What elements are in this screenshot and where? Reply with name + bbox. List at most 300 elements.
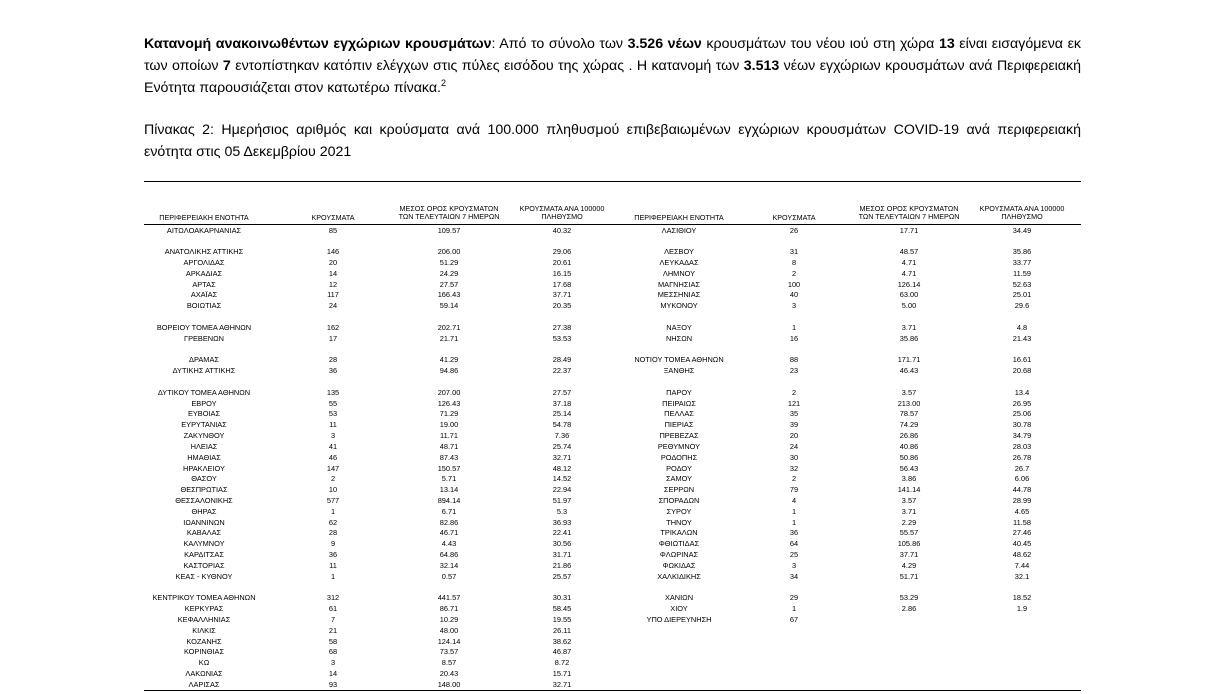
cell-avg-7d: 3.71 <box>901 506 917 516</box>
cell-cases: 41 <box>328 441 338 451</box>
cell-cases: 16 <box>789 333 799 343</box>
cell-avg-7d: 40.86 <box>899 441 919 451</box>
cell-unit-name: ΜΥΚΟΝΟΥ <box>660 301 698 311</box>
cell-avg-7d: 10.29 <box>439 615 459 625</box>
cell-per-100k: 37.71 <box>552 290 572 300</box>
cell-avg-7d: 20.43 <box>439 669 459 679</box>
cell-avg-7d: 126.43 <box>437 398 461 408</box>
cell-cases: 26 <box>789 225 799 235</box>
cell-unit-name: ΑΡΤΑΣ <box>192 279 216 289</box>
cell-unit-name: ΒΟΙΩΤΙΑΣ <box>186 301 222 311</box>
cell-cases: 79 <box>789 485 799 495</box>
table-top-rule <box>144 181 1081 182</box>
cell-avg-7d: 35.86 <box>899 333 919 343</box>
cell-cases: 2 <box>791 474 797 484</box>
cell-avg-7d: 56.43 <box>899 463 919 473</box>
cell-unit-name: ΦΛΩΡΙΝΑΣ <box>659 550 699 560</box>
cell-avg-7d: 46.71 <box>439 528 459 538</box>
header-avg-left-line2: ΤΩΝ ΤΕΛΕΥΤΑΙΩΝ 7 ΗΜΕΡΩΝ <box>398 212 500 221</box>
cell-unit-name: ΗΡΑΚΛΕΙΟΥ <box>183 463 225 473</box>
cell-cases: 100 <box>787 279 801 289</box>
cell-avg-7d: 441.57 <box>437 593 461 603</box>
cell-cases: 17 <box>328 333 338 343</box>
cell-cases: 162 <box>326 322 340 332</box>
cell-avg-7d: 4.29 <box>901 560 917 570</box>
cell-unit-name: ΛΗΜΝΟΥ <box>662 268 696 278</box>
cell-avg-7d: 3.57 <box>901 496 917 505</box>
cell-unit-name: ΚΑΒΑΛΑΣ <box>186 528 222 538</box>
cell-cases: 121 <box>787 398 801 408</box>
cell-cases: 8 <box>791 257 797 267</box>
cell-unit-name: ΣΕΡΡΩΝ <box>663 485 695 495</box>
cell-cases: 7 <box>330 615 336 625</box>
cell-unit-name: ΛΕΥΚΑΔΑΣ <box>659 257 699 267</box>
cell-per-100k: 25.14 <box>552 409 572 419</box>
cell-per-100k: 29.06 <box>552 247 572 257</box>
cell-avg-7d: 27.57 <box>439 279 459 289</box>
table-caption: Πίνακας 2: Ημερήσιος αριθμός και κρούσματα ανά 100.000 πληθυσμού επιβεβαιωμένων εγχώριων κρουσμάτων COVID-19 ανά περιφερειακή ενότητα στις 05 Δεκεμβρίου 2021 <box>144 122 1081 160</box>
cell-per-100k: 11.58 <box>1013 517 1031 527</box>
cell-per-100k: 1.9 <box>1016 604 1028 614</box>
cell-cases: 21 <box>328 625 338 635</box>
cell-per-100k: 20.68 <box>1012 366 1032 376</box>
cell-unit-name: ΑΝΑΤΟΛΙΚΗΣ ΑΤΤΙΚΗΣ <box>164 247 244 257</box>
cell-per-100k: 27.38 <box>552 322 572 332</box>
cell-per-100k: 30.78 <box>1012 420 1032 430</box>
cell-unit-name: ΖΑΚΥΝΘΟΥ <box>183 431 225 441</box>
cell-per-100k: 5.3 <box>556 506 568 516</box>
cell-unit-name: ΜΕΣΣΗΝΙΑΣ <box>657 290 701 300</box>
cell-cases: 14 <box>328 268 338 278</box>
cell-avg-7d: 148.00 <box>437 679 461 689</box>
cell-cases: 135 <box>326 387 340 397</box>
cell-avg-7d: 206.00 <box>437 247 461 257</box>
cell-avg-7d: 64.86 <box>439 550 459 560</box>
cell-unit-name: ΚΕΝΤΡΙΚΟΥ ΤΟΜΕΑ ΑΘΗΝΩΝ <box>152 593 256 603</box>
cell-cases: 577 <box>326 496 340 505</box>
cell-per-100k: 22.37 <box>552 366 572 376</box>
cell-per-100k: 51.97 <box>552 496 572 505</box>
cell-avg-7d: 202.71 <box>437 322 461 332</box>
cell-cases: 3 <box>330 658 336 668</box>
cell-avg-7d: 13.14 <box>439 485 459 495</box>
cell-per-100k: 48.62 <box>1012 550 1032 560</box>
cell-cases: 117 <box>327 290 339 300</box>
cell-per-100k: 20.61 <box>552 257 572 267</box>
cell-per-100k: 58.45 <box>552 604 572 614</box>
header-avg-right-line1: ΜΕΣΟΣ ΟΡΟΣ ΚΡΟΥΣΜΑΤΩΝ <box>859 204 959 213</box>
cell-unit-name: ΤΗΝΟΥ <box>666 517 692 527</box>
cell-cases: 29 <box>789 593 799 603</box>
cell-per-100k: 38.62 <box>552 636 572 646</box>
cell-per-100k: 40.45 <box>1012 539 1032 549</box>
cell-cases: 24 <box>328 301 338 311</box>
cell-avg-7d: 63.00 <box>899 290 919 300</box>
cell-per-100k: 26.95 <box>1012 398 1032 408</box>
cell-avg-7d: 2.29 <box>901 517 917 527</box>
cell-avg-7d: 109.57 <box>437 225 461 235</box>
cell-avg-7d: 37.71 <box>899 550 919 560</box>
cell-avg-7d: 48.57 <box>899 247 919 257</box>
cell-per-100k: 26.11 <box>553 625 571 635</box>
header-per100k-right-line1: ΚΡΟΥΣΜΑΤΑ ΑΝΑ 100000 <box>979 204 1065 213</box>
cell-per-100k: 32.71 <box>552 679 572 689</box>
cell-unit-name: ΡΕΘΥΜΝΟΥ <box>657 441 701 451</box>
cell-unit-name: ΚΕΦΑΛΛΗΝΙΑΣ <box>177 615 231 625</box>
intro-lead: Κατανομή ανακοινωθέντων εγχώριων κρουσμάτων <box>144 36 492 52</box>
header-cases-right: ΚΡΟΥΣΜΑΤΑ <box>772 213 816 222</box>
cell-per-100k: 21.86 <box>552 560 572 570</box>
intro-text-2: κρουσμάτων του νέου ιού στη χώρα <box>701 36 939 52</box>
cell-unit-name: ΕΥΡΥΤΑΝΙΑΣ <box>181 420 227 430</box>
cell-unit-name: ΒΟΡΕΙΟΥ ΤΟΜΕΑ ΑΘΗΝΩΝ <box>156 322 252 332</box>
footnote-marker: 2 <box>441 78 447 88</box>
cell-cases: 61 <box>328 604 338 614</box>
cell-unit-name: ΣΠΟΡΑΔΩΝ <box>658 496 700 505</box>
cell-cases: 30 <box>789 452 799 462</box>
cell-avg-7d: 3.86 <box>901 474 917 484</box>
intro-domestic-cases: 3.513 <box>743 58 780 74</box>
cell-per-100k: 19.55 <box>552 615 572 625</box>
cell-unit-name: ΧΑΛΚΙΔΙΚΗΣ <box>657 571 701 581</box>
cell-unit-name: ΕΒΡΟΥ <box>191 398 217 408</box>
cell-cases: 68 <box>328 647 338 657</box>
intro-text-3: είναι εισαγόμενα εκ των οποίων <box>144 36 1081 74</box>
cell-avg-7d: 2.86 <box>901 604 917 614</box>
cell-unit-name: ΧΙΟΥ <box>670 604 688 614</box>
cell-cases: 36 <box>328 366 338 376</box>
cell-per-100k: 18.52 <box>1012 593 1032 603</box>
cell-unit-name: ΣΑΜΟΥ <box>665 474 693 484</box>
cell-cases: 3 <box>330 431 336 441</box>
cell-avg-7d: 894.14 <box>437 496 461 505</box>
cell-avg-7d: 50.86 <box>899 452 919 462</box>
cell-avg-7d: 3.57 <box>901 387 917 397</box>
cell-avg-7d: 150.57 <box>437 463 461 473</box>
cell-avg-7d: 5.00 <box>901 301 917 311</box>
cell-avg-7d: 86.71 <box>439 604 459 614</box>
cell-cases: 36 <box>789 528 799 538</box>
cell-unit-name: ΛΑΚΩΝΙΑΣ <box>185 669 223 679</box>
cell-per-100k: 31.71 <box>552 550 572 560</box>
cell-avg-7d: 74.29 <box>899 420 919 430</box>
cell-avg-7d: 207.00 <box>437 387 461 397</box>
cell-cases: 20 <box>328 257 338 267</box>
cell-avg-7d: 6.71 <box>441 506 457 516</box>
cell-per-100k: 32.1 <box>1014 571 1030 581</box>
cell-per-100k: 48.12 <box>552 463 572 473</box>
cell-per-100k: 25.57 <box>552 571 572 581</box>
cell-cases: 58 <box>328 636 338 646</box>
cell-cases: 28 <box>328 528 338 538</box>
cell-avg-7d: 78.57 <box>899 409 919 419</box>
cell-per-100k: 4.8 <box>1016 322 1028 332</box>
cell-unit-name: ΗΜΑΘΙΑΣ <box>187 452 221 462</box>
cell-unit-name: ΘΕΣΣΑΛΟΝΙΚΗΣ <box>175 496 233 505</box>
cell-avg-7d: 51.29 <box>439 257 459 267</box>
cell-unit-name: ΚΟΡΙΝΘΙΑΣ <box>183 647 225 657</box>
header-per100k-left-line1: ΚΡΟΥΣΜΑΤΑ ΑΝΑ 100000 <box>519 204 605 213</box>
cell-per-100k: 27.46 <box>1012 528 1032 538</box>
cell-per-100k: 20.35 <box>552 301 572 311</box>
cell-unit-name: ΚΕΑΣ - ΚΥΘΝΟΥ <box>175 571 233 581</box>
cell-cases: 1 <box>791 506 797 516</box>
cell-cases: 12 <box>328 279 338 289</box>
cell-avg-7d: 53.29 <box>899 593 919 603</box>
cell-cases: 1 <box>330 571 336 581</box>
cell-per-100k: 6.06 <box>1014 474 1030 484</box>
cell-avg-7d: 105.86 <box>897 539 921 549</box>
cell-unit-name: ΧΑΝΙΩΝ <box>664 593 694 603</box>
cell-avg-7d: 32.14 <box>439 560 459 570</box>
cell-per-100k: 29.6 <box>1014 301 1030 311</box>
cell-unit-name: ΜΑΓΝΗΣΙΑΣ <box>658 279 700 289</box>
cell-cases: 14 <box>328 669 338 679</box>
cell-unit-name: ΚΑΣΤΟΡΙΑΣ <box>183 560 225 570</box>
cell-cases: 93 <box>328 679 338 689</box>
cell-per-100k: 26.7 <box>1014 463 1030 473</box>
cell-cases: 28 <box>328 355 338 365</box>
cell-per-100k: 30.31 <box>552 593 572 603</box>
cell-avg-7d: 21.71 <box>439 333 459 343</box>
cell-unit-name: ΚΑΡΔΙΤΣΑΣ <box>184 550 224 560</box>
cell-avg-7d: 213.00 <box>897 398 921 408</box>
cell-per-100k: 11.59 <box>1013 268 1031 278</box>
cell-per-100k: 21.43 <box>1012 333 1032 343</box>
intro-paragraph <box>144 33 1081 99</box>
header-unit-right: ΠΕΡΙΦΕΡΕΙΑΚΗ ΕΝΟΤΗΤΑ <box>634 213 724 222</box>
cell-avg-7d: 82.86 <box>439 517 459 527</box>
cell-unit-name: ΛΕΣΒΟΥ <box>664 247 694 257</box>
cell-cases: 1 <box>791 322 797 332</box>
cell-avg-7d: 17.71 <box>899 225 919 235</box>
cell-unit-name: ΚΟΖΑΝΗΣ <box>186 636 222 646</box>
cell-avg-7d: 19.00 <box>439 420 459 430</box>
cell-cases: 40 <box>789 290 799 300</box>
cell-cases: 53 <box>328 409 338 419</box>
cell-per-100k: 27.57 <box>552 387 572 397</box>
cell-avg-7d: 3.71 <box>901 322 917 332</box>
cell-unit-name: ΚΕΡΚΥΡΑΣ <box>184 604 224 614</box>
cell-avg-7d: 4.71 <box>901 257 917 267</box>
cell-unit-name: ΔΥΤΙΚΟΥ ΤΟΜΕΑ ΑΘΗΝΩΝ <box>157 387 251 397</box>
cell-avg-7d: 55.57 <box>899 528 919 538</box>
cell-cases: 64 <box>789 539 799 549</box>
cell-per-100k: 7.36 <box>554 431 570 441</box>
cell-per-100k: 34.79 <box>1012 431 1032 441</box>
cell-avg-7d: 4.71 <box>901 268 917 278</box>
cell-avg-7d: 126.14 <box>897 279 921 289</box>
cell-unit-name: ΦΩΚΙΔΑΣ <box>662 560 696 570</box>
cell-unit-name: ΘΑΣΟΥ <box>191 474 217 484</box>
cell-unit-name: ΦΘΙΩΤΙΔΑΣ <box>658 539 700 549</box>
cell-cases: 88 <box>789 355 799 365</box>
cell-unit-name: ΘΕΣΠΡΩΤΙΑΣ <box>180 485 228 495</box>
cell-avg-7d: 4.43 <box>441 539 457 549</box>
cell-cases: 1 <box>791 604 797 614</box>
cell-unit-name: ΠΕΛΛΑΣ <box>664 409 694 419</box>
cell-cases: 85 <box>328 225 338 235</box>
cell-per-100k: 14.52 <box>552 474 572 484</box>
cell-cases: 10 <box>328 485 338 495</box>
cell-cases: 55 <box>328 398 338 408</box>
cell-avg-7d: 24.29 <box>439 268 459 278</box>
cell-avg-7d: 48.00 <box>439 625 459 635</box>
cell-avg-7d: 141.14 <box>897 485 921 495</box>
cell-unit-name: ΘΗΡΑΣ <box>191 506 217 516</box>
cell-per-100k: 4.65 <box>1014 506 1030 516</box>
cell-unit-name: ΚΙΛΚΙΣ <box>192 625 216 635</box>
cell-avg-7d: 59.14 <box>439 301 459 311</box>
cell-per-100k: 22.94 <box>552 485 572 495</box>
cell-avg-7d: 0.57 <box>441 571 457 581</box>
cell-per-100k: 25.06 <box>1012 409 1032 419</box>
cell-cases: 2 <box>791 387 797 397</box>
cell-unit-name: ΛΑΣΙΘΙΟΥ <box>661 225 697 235</box>
cell-per-100k: 33.77 <box>1012 257 1032 267</box>
cell-avg-7d: 26.86 <box>899 431 919 441</box>
cell-unit-name: ΓΡΕΒΕΝΩΝ <box>184 333 224 343</box>
cell-cases: 3 <box>791 560 797 570</box>
intro-border-cases: 7 <box>222 58 231 74</box>
cell-unit-name: ΗΛΕΙΑΣ <box>190 441 218 451</box>
cell-cases: 46 <box>328 452 338 462</box>
cell-per-100k: 37.18 <box>552 398 572 408</box>
cell-cases: 11 <box>329 420 337 430</box>
header-avg-left-line1: ΜΕΣΟΣ ΟΡΟΣ ΚΡΟΥΣΜΑΤΩΝ <box>399 204 499 213</box>
cell-per-100k: 7.44 <box>1014 560 1030 570</box>
cell-per-100k: 36.93 <box>552 517 572 527</box>
cell-unit-name: ΑΧΑΪΑΣ <box>190 290 218 300</box>
cell-avg-7d: 48.71 <box>439 441 459 451</box>
cell-per-100k: 25.74 <box>552 441 572 451</box>
cell-avg-7d: 41.29 <box>439 355 459 365</box>
cell-unit-name: ΠΕΙΡΑΙΩΣ <box>662 398 696 408</box>
intro-imported-cases: 13 <box>938 36 955 52</box>
cell-cases: 9 <box>330 539 336 549</box>
cell-cases: 34 <box>789 571 799 581</box>
cell-unit-name: ΠΙΕΡΙΑΣ <box>664 420 694 430</box>
cell-per-100k: 26.78 <box>1012 452 1032 462</box>
cell-per-100k: 54.78 <box>552 420 572 430</box>
cell-per-100k: 28.49 <box>552 355 572 365</box>
cell-avg-7d: 8.57 <box>441 658 457 668</box>
cell-cases: 39 <box>789 420 799 430</box>
intro-total-cases: 3.526 νέων <box>627 36 702 52</box>
cell-cases: 147 <box>326 463 340 473</box>
cell-per-100k: 16.15 <box>552 268 572 278</box>
header-unit-left: ΠΕΡΙΦΕΡΕΙΑΚΗ ΕΝΟΤΗΤΑ <box>159 213 249 222</box>
cell-unit-name: ΙΩΑΝΝΙΝΩΝ <box>183 517 225 527</box>
table-bottom-rule <box>144 690 1081 691</box>
cell-per-100k: 16.61 <box>1012 355 1032 365</box>
intro-text-5: νέων εγχώριων κρουσμάτων ανά Περιφερειακή Ενότητα παρουσιάζεται στον κατωτέρω πίνακα. <box>144 58 1081 96</box>
cell-cases: 4 <box>791 496 797 505</box>
cell-cases: 11 <box>329 560 337 570</box>
header-avg-right-line2: ΤΩΝ ΤΕΛΕΥΤΑΙΩΝ 7 ΗΜΕΡΩΝ <box>858 212 960 221</box>
cell-unit-name: ΡΟΔΟΠΗΣ <box>660 452 698 462</box>
cell-cases: 62 <box>328 517 338 527</box>
cell-cases: 32 <box>789 463 799 473</box>
cell-unit-name: ΛΑΡΙΣΑΣ <box>188 679 220 689</box>
cell-avg-7d: 46.43 <box>899 366 919 376</box>
cell-unit-name: ΝΗΣΩΝ <box>665 333 693 343</box>
cell-cases: 31 <box>789 247 799 257</box>
cell-per-100k: 17.68 <box>552 279 572 289</box>
cell-unit-name: ΕΥΒΟΙΑΣ <box>187 409 221 419</box>
cell-cases: 67 <box>789 615 799 625</box>
cell-cases: 2 <box>330 474 336 484</box>
cell-per-100k: 8.72 <box>554 658 570 668</box>
cell-per-100k: 40.32 <box>552 225 572 235</box>
cell-cases: 20 <box>789 431 799 441</box>
header-per100k-right-line2: ΠΛΗΘΥΣΜΟ <box>1001 212 1043 221</box>
cell-avg-7d: 166.43 <box>437 290 461 300</box>
cell-per-100k: 35.86 <box>1012 247 1032 257</box>
intro-text-1: : Από το σύνολο των <box>491 36 628 52</box>
cell-cases: 36 <box>328 550 338 560</box>
cell-per-100k: 13.4 <box>1014 387 1030 397</box>
cell-cases: 146 <box>326 247 340 257</box>
header-per100k-left-line2: ΠΛΗΘΥΣΜΟ <box>541 212 583 221</box>
cell-avg-7d: 11.71 <box>440 431 458 441</box>
cell-per-100k: 46.87 <box>552 647 572 657</box>
cell-avg-7d: 71.29 <box>439 409 459 419</box>
header-cases-left: ΚΡΟΥΣΜΑΤΑ <box>311 213 355 222</box>
cell-unit-name: ΥΠΟ ΔΙΕΡΕΥΝΗΣΗ <box>646 615 712 625</box>
cell-avg-7d: 73.57 <box>439 647 459 657</box>
cell-cases: 2 <box>791 268 797 278</box>
cell-cases: 1 <box>791 517 797 527</box>
cell-cases: 24 <box>789 441 799 451</box>
cell-per-100k: 25.01 <box>1012 290 1032 300</box>
cell-unit-name: ΠΡΕΒΕΖΑΣ <box>659 431 699 441</box>
cell-per-100k: 30.56 <box>552 539 572 549</box>
cell-cases: 25 <box>789 550 799 560</box>
cell-per-100k: 22.41 <box>552 528 572 538</box>
cell-avg-7d: 51.71 <box>899 571 919 581</box>
cell-unit-name: ΑΙΤΩΛΟΑΚΑΡΝΑΝΙΑΣ <box>166 225 242 235</box>
cell-avg-7d: 171.71 <box>897 355 921 365</box>
cell-cases: 35 <box>789 409 799 419</box>
cell-per-100k: 53.53 <box>552 333 572 343</box>
cell-cases: 1 <box>330 506 336 516</box>
cell-unit-name: ΤΡΙΚΑΛΩΝ <box>660 528 698 538</box>
cell-per-100k: 52.63 <box>1012 279 1032 289</box>
cell-unit-name: ΞΑΝΘΗΣ <box>663 366 695 376</box>
cell-per-100k: 44.78 <box>1012 485 1032 495</box>
cell-unit-name: ΝΑΞΟΥ <box>666 322 692 332</box>
table-header-rule <box>144 224 1081 225</box>
cell-unit-name: ΑΡΓΟΛΙΔΑΣ <box>183 257 225 267</box>
cell-avg-7d: 94.86 <box>439 366 459 376</box>
cell-unit-name: ΠΑΡΟΥ <box>666 387 692 397</box>
cell-avg-7d: 87.43 <box>439 452 459 462</box>
cell-cases: 3 <box>791 301 797 311</box>
cell-cases: 312 <box>326 593 340 603</box>
cell-per-100k: 15.71 <box>552 669 572 679</box>
cell-cases: 23 <box>789 366 799 376</box>
cell-unit-name: ΑΡΚΑΔΙΑΣ <box>185 268 223 278</box>
cell-avg-7d: 5.71 <box>441 474 457 484</box>
cell-unit-name: ΣΥΡΟΥ <box>666 506 692 516</box>
cell-unit-name: ΡΟΔΟΥ <box>666 463 692 473</box>
cell-per-100k: 34.49 <box>1012 225 1032 235</box>
cell-per-100k: 28.03 <box>1012 441 1032 451</box>
cell-unit-name: ΚΑΛΥΜΝΟΥ <box>183 539 225 549</box>
cell-unit-name: ΚΩ <box>198 658 210 668</box>
cell-avg-7d: 124.14 <box>437 636 461 646</box>
